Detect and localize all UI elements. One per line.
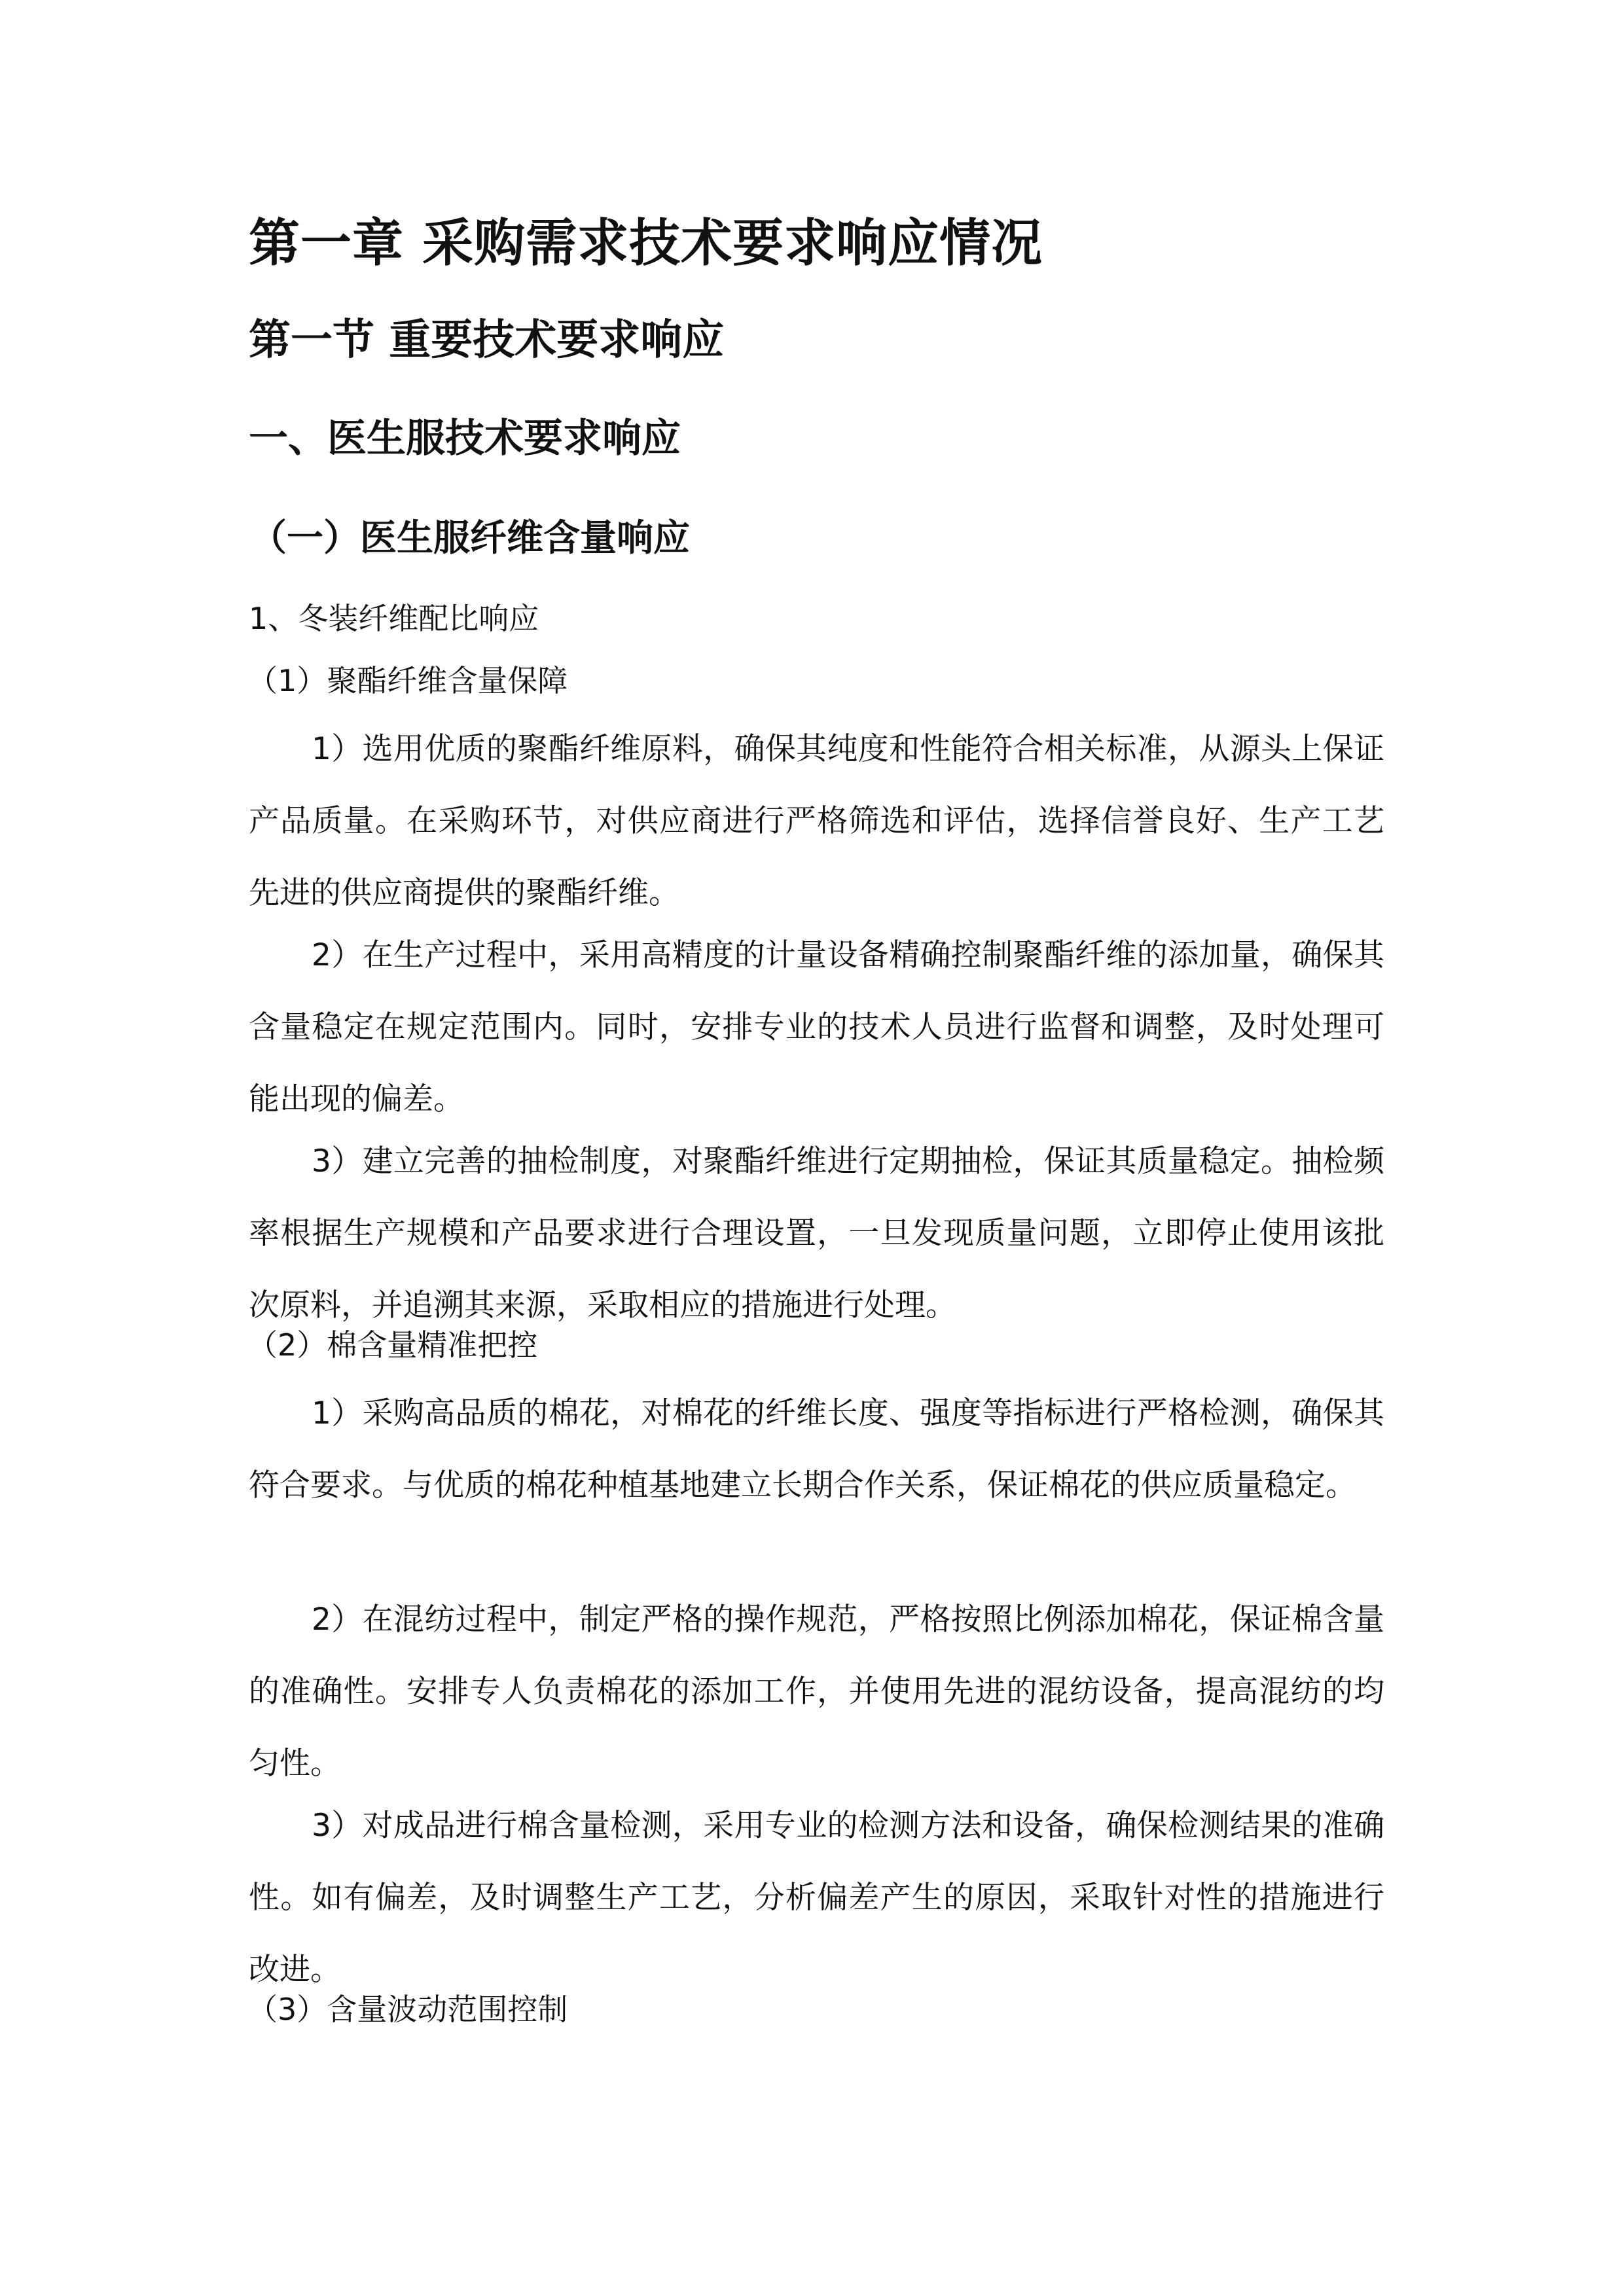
paragraph: 2）在混纺过程中，制定严格的操作规范，严格按照比例添加棉花，保证棉含量的准确性。安排专人负责棉花的添加工作，并使用先进的混纺设备，提高混纺的均匀性。: [249, 1602, 1384, 1782]
paragraph: 2）在生产过程中，采用高精度的计量设备精确控制聚酯纤维的添加量，确保其含量稳定在规定范围内。同时，安排专业的技术人员进行监督和调整，及时处理可能出现的偏差。: [249, 937, 1384, 1117]
chapter-title: 第一章 采购需求技术要求响应情况: [249, 214, 1043, 273]
group-title-polyester: （1）聚酯纤维含量保障: [247, 663, 568, 698]
paragraph: 1）采购高品质的棉花，对棉花的纤维长度、强度等指标进行严格检测，确保其符合要求。与优质的棉花种植基地建立长期合作关系，保证棉花的供应质量稳定。: [249, 1395, 1384, 1503]
section-title: 第一节 重要技术要求响应: [249, 316, 725, 365]
paragraph: 3）对成品进行棉含量检测，采用专业的检测方法和设备，确保检测结果的准确性。如有偏差，及时调整生产工艺，分析偏差产生的原因，采取针对性的措施进行改进。: [249, 1808, 1384, 1988]
subsection-title: 一、医生服技术要求响应: [249, 416, 681, 461]
group-title-fluctuation: （3）含量波动范围控制: [247, 1992, 568, 2027]
point-title: 1、冬装纤维配比响应: [249, 601, 539, 636]
item-title: （一）医生服纤维含量响应: [250, 517, 690, 560]
paragraph: 1）选用优质的聚酯纤维原料，确保其纯度和性能符合相关标准，从源头上保证产品质量。在采购环节，对供应商进行严格筛选和评估，选择信誉良好、生产工艺先进的供应商提供的聚酯纤维。: [249, 731, 1384, 911]
group-title-cotton: （2）棉含量精准把控: [247, 1327, 538, 1363]
paragraph: 3）建立完善的抽检制度，对聚酯纤维进行定期抽检，保证其质量稳定。抽检频率根据生产规模和产品要求进行合理设置，一旦发现质量问题，立即停止使用该批次原料，并追溯其来源，采取相应的措施进行处理。: [249, 1143, 1384, 1323]
